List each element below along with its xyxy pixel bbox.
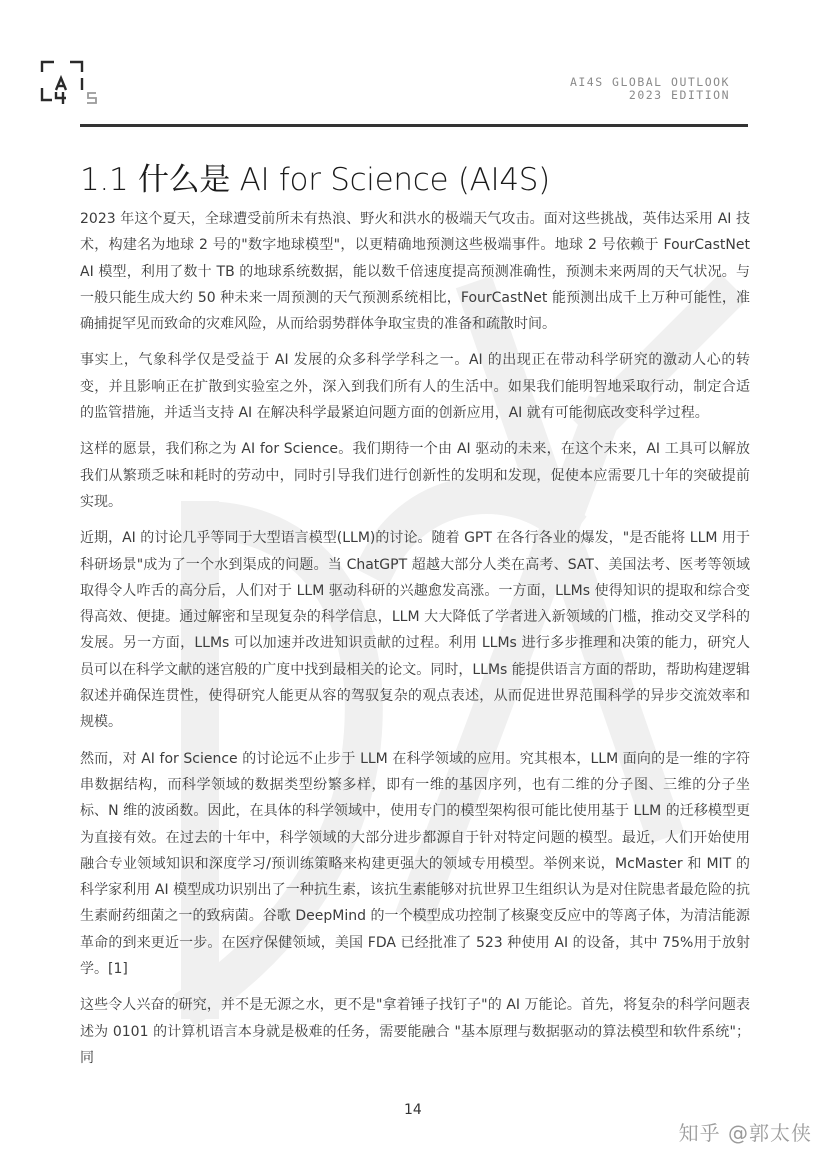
body-content <box>80 206 750 1081</box>
paragraph-1: 2023 年这个夏天，全球遭受前所未有热浪、野火和洪水的极端天气攻击。面对这些挑战，英伟达采用 AI 技术，构建名为地球 2 号的"数字地球模型"，以更精确地预测这些极端事件。地球 2 号依赖于 FourCastNet AI 模型，利用了数十 TB 的地球系统数据，能以数千倍速度提高预测准确性，预测未来两周的天气状况。与一般只能生成大约 50 种未来一周预测的天气预测系统相比，FourCastNet 能预测出成千上万种可能性，准确捕捉罕见而致命的灾难风险，从而给弱势群体争取宝贵的准备和疏散时间。 <box>80 211 750 333</box>
source-watermark: 知乎 @郭太侠 <box>678 1121 812 1145</box>
publication-name: AI4S GLOBAL OUTLOOK <box>569 75 730 89</box>
paragraph-4: 近期，AI 的讨论几乎等同于大型语言模型(LLM)的讨论。随着 GPT 在各行各业的爆发，"是否能将 LLM 用于科研场景"成为了一个水到渠成的问题。当 ChatGPT 超越大部分人类在高考、SAT、美国法考、医考等领域取得令人咋舌的高分后，人们对于 LLM 驱动科研的兴趣愈发高涨。一方面，LLMs 使得知识的提取和综合变得高效、便捷。通过解密和呈现复杂的科学信息，LLM 大大降低了学者进入新领域的门槛，推动交叉学科的发展。另一方面，LLMs 可以加速并改进知识贡献的过程。利用 LLMs 进行多步推理和决策的能力，研究人员可以在科学文献的迷宫般的广度中找到最相关的论文。同时，LLMs 能提供语言方面的帮助，帮助构建逻辑叙述并确保连贯性，使得研究人能更从容的驾驭复杂的观点表述，从而促进世界范围科学的异步交流效率和规模。 <box>80 530 750 731</box>
header-divider <box>80 124 748 127</box>
paragraph-5: 然而，对 AI for Science 的讨论远不止步于 LLM 在科学领域的应用。究其根本，LLM 面向的是一维的字符串数据结构，而科学领域的数据类型纷繁多样，即有一维的基因序列，也有二维的分子图、三维的分子坐标、N 维的波函数。因此，在具体的科学领域中，使用专门的模型架构很可能比使用基于 LLM 的迁移模型更为直接有效。在过去的十年中，科学领域的大部分进步都源自于针对特定问题的模型。最近，人们开始使用融合专业领域知识和深度学习/预训练策略来构建更强大的领域专用模型。举例来说，McMaster 和 MIT 的科学家利用 AI 模型成功识别出了一种抗生素，该抗生素能够对抗世界卫生组织认为是对住院患者最危险的抗生素耐药细菌之一的致病菌。谷歌 DeepMind 的一个模型成功控制了核聚变反应中的等离子体，为清洁能源革命的到来更近一步。在医疗保健领域，美国 FDA 已经批准了 523 种使用 AI 的设备，其中 75%用于放射学。[1] <box>80 750 750 978</box>
paragraph-2: 事实上，气象科学仅是受益于 AI 发展的众多科学学科之一。AI 的出现正在带动科学研究的激动人心的转变，并且影响正在扩散到实验室之外，深入到我们所有人的生活中。如果我们能明智地采取行动，制定合适的监管措施，并适当支持 AI 在解决科学最紧迫问题方面的创新应用，AI 就有可能彻底改变科学过程。 <box>80 352 750 422</box>
publication-header <box>570 76 730 102</box>
paragraph-6: 这些令人兴奋的研究，并不是无源之水，更不是"拿着锤子找钉子"的 AI 万能论。首先，将复杂的科学问题表述为 0101 的计算机语言本身就是极难的任务，需要能融合 "基本原理与数据驱动的算法模型和软件系统"；同 <box>80 997 750 1066</box>
paragraph-3: 这样的愿景，我们称之为 AI for Science。我们期待一个由 AI 驱动的未来，在这个未来，AI 工具可以解放我们从繁琐乏味和耗时的劳动中，同时引导我们进行创新性的发明和发现，促使本应需要几十年的突破提前实现。 <box>80 441 750 510</box>
page-number: 14 <box>404 1102 422 1118</box>
ai4s-logo <box>40 60 100 108</box>
edition-label: 2023 EDITION <box>628 88 730 102</box>
section-title: 1.1 什么是 AI for Science (AI4S) <box>80 162 550 198</box>
